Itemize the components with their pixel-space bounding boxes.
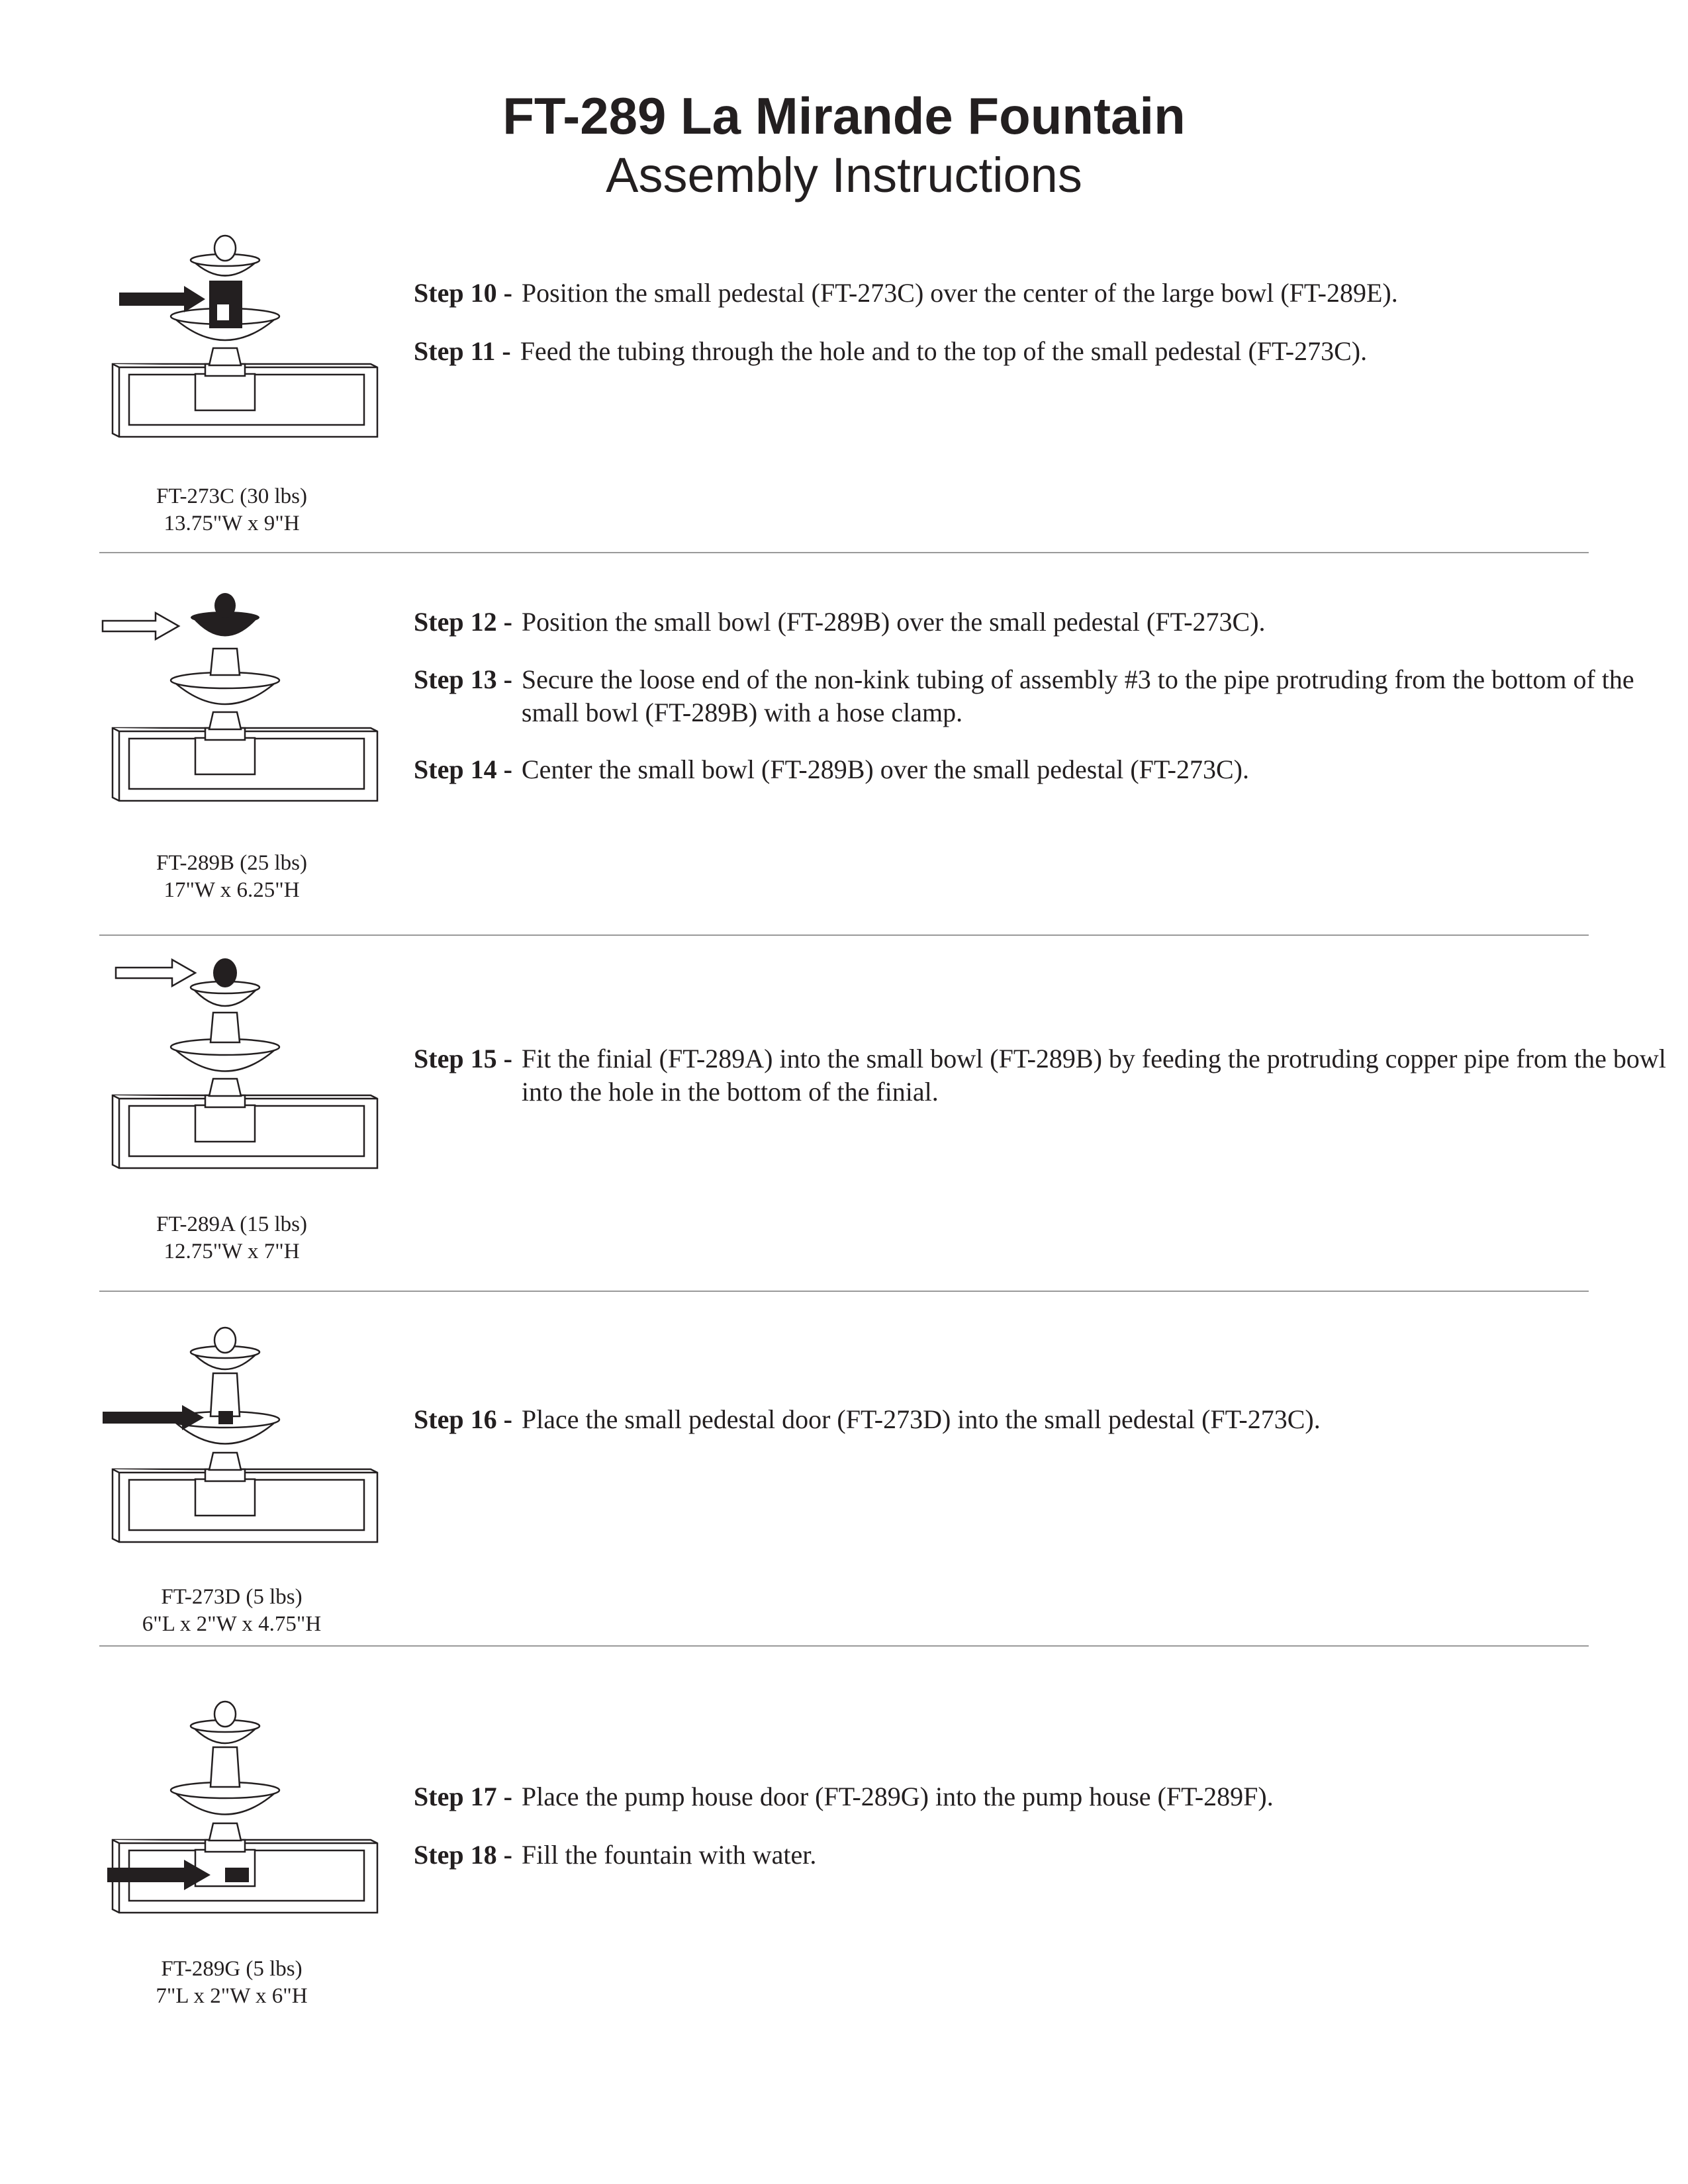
- part-number-label: FT-273C (30 lbs): [156, 484, 307, 508]
- step-item: [414, 1780, 1671, 1813]
- fountain-illustration-small-bowl: [99, 582, 397, 860]
- section-divider: [99, 1645, 1589, 1647]
- step-item: [414, 663, 1671, 729]
- step-number: Step 13 -: [414, 664, 512, 694]
- section-step-17-18: [99, 1694, 1589, 2025]
- part-dimensions-label: 12.75"W x 7"H: [164, 1240, 300, 1263]
- section-step-12-14: [99, 582, 1634, 913]
- step-number: Step 18 -: [414, 1840, 512, 1870]
- fountain-illustration-pedestal: [99, 218, 397, 496]
- step-text: Center the small bowl (FT-289B) over the small pedestal (FT-273C).: [521, 754, 1249, 784]
- step-text: Place the small pedestal door (FT-273D) into the small pedestal (FT-273C).: [521, 1404, 1321, 1434]
- section-step-15: [99, 946, 1666, 1284]
- step-item: [414, 335, 1671, 368]
- step-number: Step 16 -: [414, 1404, 512, 1434]
- part-dimensions-label: 13.75"W x 9"H: [164, 512, 300, 535]
- part-number-label: FT-289G (5 lbs): [161, 1957, 303, 1981]
- document-subtitle: Assembly Instructions: [606, 148, 1082, 203]
- part-number-label: FT-273D (5 lbs): [161, 1585, 303, 1609]
- step-number: Step 15 -: [414, 1044, 512, 1073]
- step-number: Step 14 -: [414, 754, 512, 784]
- section-step-10-11: [99, 218, 1589, 549]
- section-step-16: [99, 1317, 1589, 1648]
- part-dimensions-label: 17"W x 6.25"H: [164, 878, 300, 902]
- document-title: FT-289 La Mirande Fountain: [502, 87, 1186, 145]
- step-text: Place the pump house door (FT-289G) into the pump house (FT-289F).: [521, 1782, 1274, 1811]
- step-item: [414, 753, 1671, 786]
- part-number-label: FT-289B (25 lbs): [156, 851, 307, 875]
- section-divider: [99, 1291, 1589, 1292]
- step-number: Step 17 -: [414, 1782, 512, 1811]
- step-item: [414, 277, 1671, 310]
- part-dimensions-label: 7"L x 2"W x 6"H: [156, 1984, 308, 2008]
- fountain-illustration-pedestal-door: [99, 1317, 397, 1595]
- fountain-illustration-pump-house-door: [99, 1694, 397, 1972]
- part-number-label: FT-289A (15 lbs): [156, 1212, 307, 1236]
- step-item: [414, 1839, 1671, 1872]
- step-number: Step 11 -: [414, 336, 511, 366]
- step-text: Feed the tubing through the hole and to the top of the small pedestal (FT-273C).: [520, 336, 1368, 366]
- step-text: Position the small pedestal (FT-273C) over the center of the large bowl (FT-289E).: [521, 278, 1398, 308]
- step-item: [414, 1042, 1671, 1109]
- step-item: [414, 606, 1671, 639]
- step-number: Step 10 -: [414, 278, 512, 308]
- step-text: Fit the finial (FT-289A) into the small bowl (FT-289B) by feeding the protruding copper pipe from the bowl into the hole in the bottom of the finial.: [521, 1044, 1666, 1107]
- section-divider: [99, 552, 1589, 553]
- part-dimensions-label: 6"L x 2"W x 4.75"H: [142, 1612, 322, 1636]
- step-item: [414, 1403, 1671, 1436]
- step-number: Step 12 -: [414, 607, 512, 637]
- fountain-illustration-finial: [99, 946, 397, 1224]
- step-text: Position the small bowl (FT-289B) over the small pedestal (FT-273C).: [521, 607, 1266, 637]
- section-divider: [99, 934, 1589, 936]
- step-text: Fill the fountain with water.: [521, 1840, 817, 1870]
- step-text: Secure the loose end of the non-kink tubing of assembly #3 to the pipe protruding from the bottom of the small bowl (FT-289B) with a hose clamp.: [521, 664, 1634, 727]
